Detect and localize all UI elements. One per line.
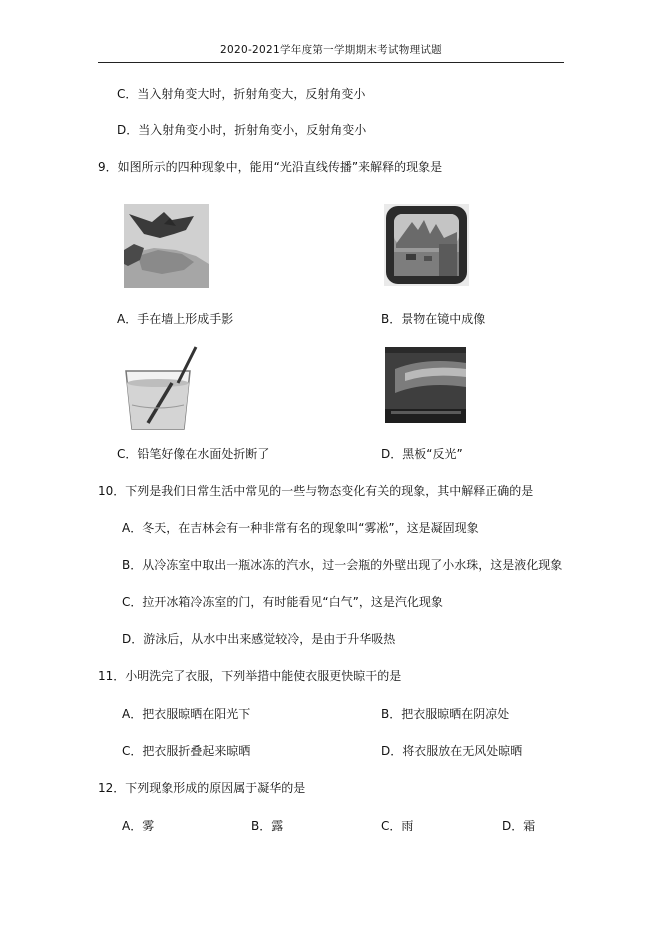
q11-option-d: D．将衣服放在无风处晾晒 bbox=[381, 744, 523, 758]
blackboard-glare-image bbox=[385, 347, 466, 423]
pencil-in-water-image bbox=[118, 345, 200, 431]
q12-option-b: B．露 bbox=[251, 819, 284, 833]
q12-option-a: A．雾 bbox=[122, 819, 155, 833]
q9-stem: 9．如图所示的四种现象中，能用“光沿直线传播”来解释的现象是 bbox=[98, 160, 443, 174]
q9-option-a: A．手在墙上形成手影 bbox=[117, 312, 234, 326]
q10-option-b: B．从冷冻室中取出一瓶冰冻的汽水，过一会瓶的外壁出现了小水珠，这是液化现象 bbox=[122, 558, 563, 572]
q10-option-d: D．游泳后，从水中出来感觉较冷，是由于升华吸热 bbox=[122, 632, 396, 646]
q11-stem: 11．小明洗完了衣服，下列举措中能使衣服更快晾干的是 bbox=[98, 669, 402, 683]
q12-option-d: D．霜 bbox=[502, 819, 536, 833]
q11-option-b: B．把衣服晾晒在阴凉处 bbox=[381, 707, 510, 721]
q12-option-c: C．雨 bbox=[381, 819, 414, 833]
q8-option-d: D．当入射角变小时，折射角变小，反射角变小 bbox=[117, 123, 367, 137]
q11-option-a: A．把衣服晾晒在阳光下 bbox=[122, 707, 251, 721]
q12-stem: 12．下列现象形成的原因属于凝华的是 bbox=[98, 781, 306, 795]
q9-option-c: C．铅笔好像在水面处折断了 bbox=[117, 447, 270, 461]
header-divider bbox=[98, 62, 564, 63]
q10-option-c: C．拉开冰箱冷冻室的门，有时能看见“白气”，这是汽化现象 bbox=[122, 595, 443, 609]
page-header-title: 2020-2021学年度第一学期期末考试物理试题 bbox=[220, 44, 442, 56]
q8-option-c: C．当入射角变大时，折射角变大，反射角变小 bbox=[117, 87, 366, 101]
q11-option-c: C．把衣服折叠起来晾晒 bbox=[122, 744, 251, 758]
q10-option-a: A．冬天，在吉林会有一种非常有名的现象叫“雾凇”，这是凝固现象 bbox=[122, 521, 479, 535]
car-mirror-image bbox=[384, 204, 469, 286]
q9-option-b: B．景物在镜中成像 bbox=[381, 312, 486, 326]
q9-option-d: D．黑板“反光” bbox=[381, 447, 463, 461]
hand-shadow-image bbox=[124, 204, 209, 288]
q10-stem: 10．下列是我们日常生活中常见的一些与物态变化有关的现象，其中解释正确的是 bbox=[98, 484, 534, 498]
